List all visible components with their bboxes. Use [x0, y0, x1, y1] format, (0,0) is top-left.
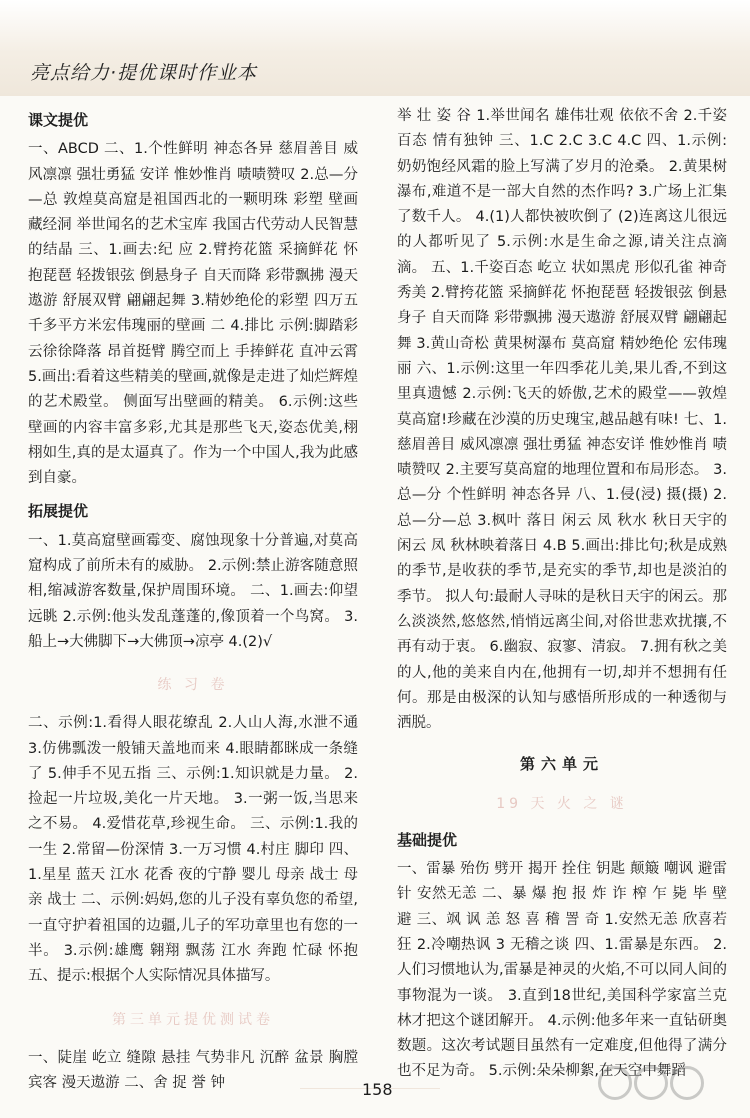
answer-block-practice: 二、示例:1.看得人眼花缭乱 2.人山人海,水泄不通 3.仿佛瓢泼一般铺天盖地而来 4.眼睛都眯成一条缝了 5.伸手不见五指 三、示例:1.知识就是力量。 2.捡起一片垃圾,美化一片天地。 3.一粥一饭,当思来之不易。 4.爱惜花草,珍视生命。 三、示例:1.我的一生 2.常留—份深情 3.一万习惯 4.村庄 脚印 四、1.星星 蓝天 江水 花香 夜的宁静 婴儿 母亲 战士 母亲 战士 二、示例:妈妈,您的儿子没有辜负您的希望,一直守护着祖国的边疆,儿子的军功章里也有您的一半。 3.示例:雄鹰 翱翔 飘荡 江水 奔跑 忙碌 怀抱 五、提示:根据个人实际情况具体描写。 — [28, 715, 358, 985]
faint-band-text: 练 习 卷 — [157, 677, 229, 694]
watermark-circle-icon — [598, 1066, 632, 1100]
section-title-tuozhan: 拓展提优 — [28, 502, 89, 521]
right-column — [397, 104, 727, 1085]
faint-test-text: 第三单元提优测试卷 — [112, 1011, 274, 1028]
section-title-jichu: 基础提优 — [397, 830, 458, 849]
answer-block-kewen: 一、ABCD 二、1.个性鲜明 神态各异 慈眉善目 威风凛凛 强壮勇猛 安详 惟妙惟肖 啧啧赞叹 2.总—分—总 敦煌莫高窟是祖国西北的一颗明珠 彩塑 壁画 藏经洞 举世闻名的艺术宝库 我国古代劳动人民智慧的结晶 三、1.画去:纪 应 2.臂挎花篮 采摘鲜花 怀抱琵琶 轻拨银弦 倒悬身子 自天而降 彩带飘拂 漫天遨游 舒展双臂 翩翩起舞 3.精妙绝伦的彩塑 四万五千多平方米宏伟瑰丽的壁画 二 4.排比 示例:脚踏彩云徐徐降落 昂首挺臂 腾空而上 手捧鲜花 直冲云霄 5.画出:看着这些精美的壁画,就像是走进了灿烂辉煌的艺术殿堂。 侧面写出壁画的精美。 6.示例:这些壁画的内容丰富多彩,尤其是那些飞天,姿态优美,栩栩如生,真的是太逼真了。作为一个中国人,我为此感到自豪。 — [28, 141, 358, 487]
answer-block-continued: 举 壮 姿 谷 1.举世闻名 雄伟壮观 依依不舍 2.千姿百态 情有独钟 三、1.C 2.C 3.C 4.C 四、1.示例:奶奶饱经风霜的脸上写满了岁月的沧桑。 2.黄果树瀑布,难道不是一部大自然的杰作吗? 3.广场上汇集了数千人。 4.(1)人都快被吹倒了 (2)连离这儿很远的人都听见了 5.示例:水是生命之源,请关注点滴滴。 五、1.千姿百态 屹立 状如黑虎 形似孔雀 神奇 秀美 2.臂挎花篮 采摘鲜花 怀抱琵琶 轻拨银弦 倒悬身子 自天而降 彩带飘拂 漫天遨游 舒展双臂 翩翩起舞 3.黄山奇松 黄果树瀑布 莫高窟 精妙绝伦 宏伟瑰丽 六、1.示例:这里一年四季花儿美,果儿香,不到这里真遗憾 2.示例:飞天的娇傲,艺术的殿堂——敦煌莫高窟!珍藏在沙漠的历史瑰宝,越品越有味! 七、1.慈眉善目 威风凛凛 强壮勇猛 神态安详 惟妙惟肖 啧啧赞叹 2.主要写莫高窟的地理位置和布局形态。 3.总—分 个性鲜明 神态各异 八、1.侵(浸) 摄(摄) 2.总—分—总 3.枫叶 落日 闲云 凤 秋水 秋日天宇的闲云 凤 秋林映着落日 4.B 5.画出:排比句;秋是成熟的季节,是收获的季节,是充实的季节,却也是淡泊的季节。 拟人句:最耐人寻味的是秋日天宇的闲云。那么淡淡然,悠悠然,悄悄远离尘间,对俗世悲欢扰攘,不再有动于衷。 6.幽寂、寂寥、清寂。 7.拥有秋之美的人,他的美来自内在,他拥有一切,却并不想拥有任何。那是由极深的认知与感悟所形成的一种透彻与洒脱。 — [397, 108, 727, 732]
answer-block-jichu: 一、雷暴 殆伤 劈开 揭开 拴住 钥匙 颠簸 嘲讽 避雷针 安然无恙 二、暴 爆 抱 报 炸 诈 榨 乍 毙 毕 壁 避 三、飒 讽 恙 怒 喜 稽 詈 奇 1.安然无恙 欣喜若狂 2.冷嘲热讽 3 无稽之谈 四、1.雷暴是东西。 2.人们习惯地认为,雷暴是神灵的火焰,不可以同人间的事物混为一谈。 3.直到18世纪,美国科学家富兰克林才把这个谜团解开。 4.示例:他多年来一直钻研奥数题。这次考试题目虽然有一定难度,但他得了满分也不足为奇。 5.示例:朵朵柳絮,在天空中舞蹈 — [397, 861, 727, 1080]
answer-block-test: 一、陡崖 屹立 缝隙 悬挂 气势非凡 沉醉 盆景 胸膛 宾客 漫天遨游 二、舍 捉 誉 钟 — [28, 1049, 358, 1091]
faint-test-band — [28, 994, 358, 1042]
page-number: 158 — [362, 1080, 393, 1099]
section-title-kewen: 课文提优 — [28, 111, 89, 129]
watermark-circle-icon — [670, 1066, 704, 1100]
left-column — [28, 104, 358, 1096]
unit-title: 第六单元 — [519, 755, 604, 774]
lesson-title: 19 天 火 之 谜 — [496, 795, 628, 812]
lesson-title-band — [397, 784, 727, 824]
book-title: 亮点给力·提优课时作业本 — [30, 62, 258, 84]
site-watermark — [590, 1060, 740, 1112]
answer-block-tuozhan: 一、1.莫高窟壁画霉变、腐蚀现象十分普遍,对莫高窟构成了前所未有的威胁。 2.示例:禁止游客随意照相,缩减游客数量,保护周围环境。 二、1.画去:仰望 远眺 2.示例:他头发乱蓬蓬的,像顶着一个鸟窝。 3.船上→大佛脚下→大佛顶→凉亭 4.(2)√ — [28, 532, 358, 650]
faint-section-band — [28, 659, 358, 707]
watermark-circle-icon — [634, 1066, 668, 1100]
